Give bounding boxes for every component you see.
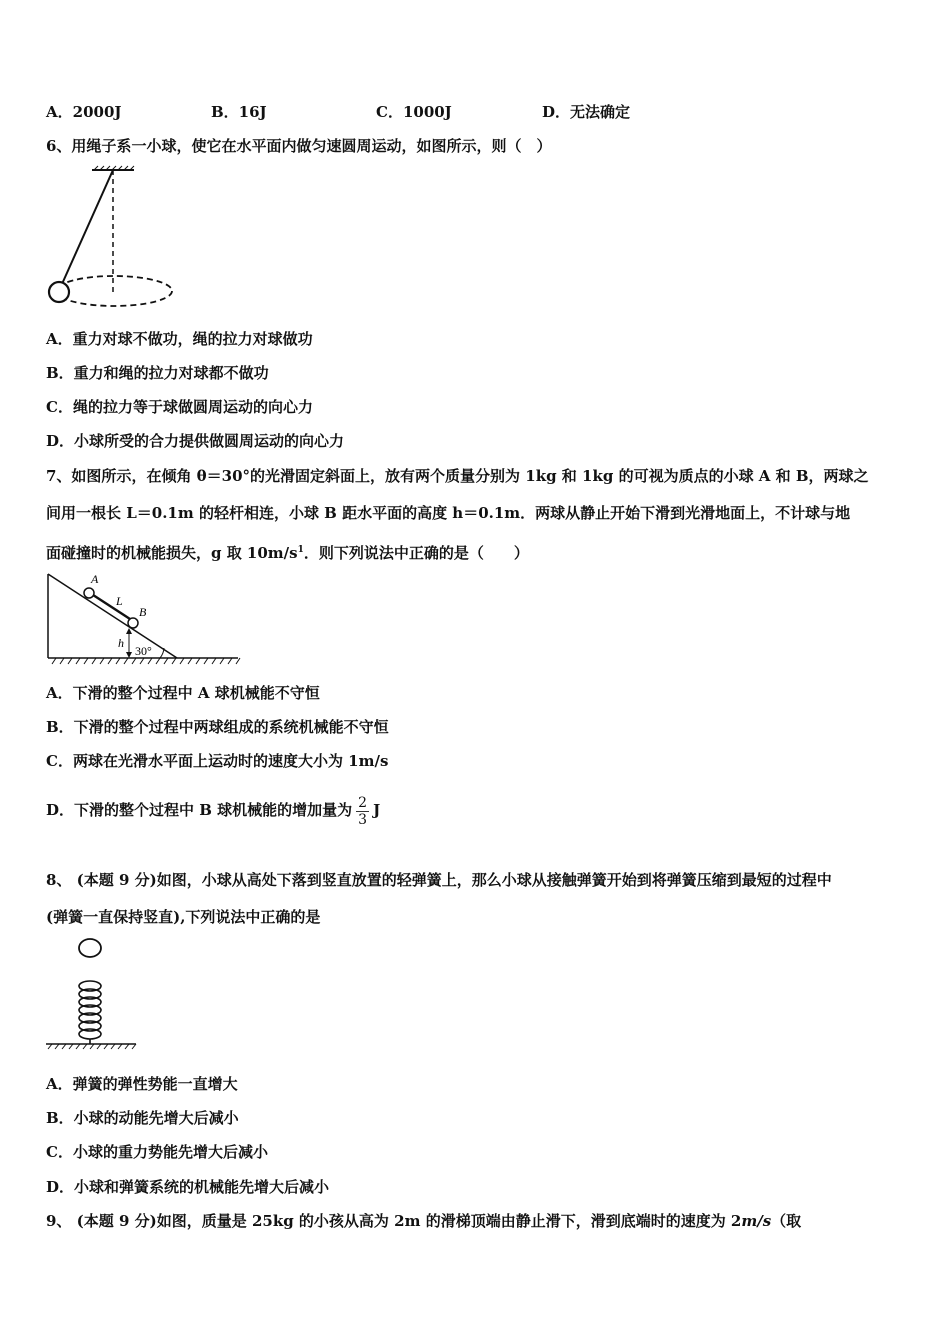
spring-figure: [44, 934, 139, 1054]
fraction-denominator: 3: [358, 811, 368, 828]
q7-stem-line1: 7、如图所示，在倾角 θ＝30°的光滑固定斜面上，放有两个质量分别为 1kg 和 1kg 的可视为质点的小球 A 和 B，两球之: [46, 467, 869, 485]
q5-option-d: D．无法确定: [542, 103, 631, 121]
label-h: h: [118, 636, 124, 650]
q8-option-a: A．弹簧的弹性势能一直增大: [46, 1075, 238, 1093]
q7-option-a: A．下滑的整个过程中 A 球机械能不守恒: [46, 684, 320, 702]
q8-stem-line2: (弹簧一直保持竖直),下列说法中正确的是: [46, 908, 321, 926]
q8-option-b: B．小球的动能先增大后减小: [46, 1109, 239, 1127]
q5-option-a: A．2000J: [46, 103, 122, 121]
q8-option-c: C．小球的重力势能先增大后减小: [46, 1143, 268, 1161]
q5-option-b: B．16J: [211, 103, 267, 121]
q8-option-d: D．小球和弹簧系统的机械能先增大后减小: [46, 1178, 330, 1196]
label-l: L: [116, 594, 123, 608]
label-b: B: [139, 605, 147, 619]
q7-option-c: C．两球在光滑水平面上运动时的速度大小为 1m/s: [46, 752, 389, 770]
q7-option-d-text: D．下滑的整个过程中 B 球机械能的增加量为: [46, 801, 353, 819]
q7-option-d-unit: J: [373, 801, 381, 819]
q7-stem-exponent: 1: [297, 545, 304, 555]
q9-stem-unit: m/s: [741, 1212, 772, 1230]
conical-pendulum-figure: [44, 166, 179, 311]
q7-option-d: [46, 792, 380, 828]
q7-stem-line3: [46, 540, 529, 563]
q6-option-c: C．绳的拉力等于球做圆周运动的向心力: [46, 398, 313, 416]
label-a: A: [91, 572, 99, 586]
q7-stem-line2: 间用一根长 L＝0.1m 的轻杆相连，小球 B 距水平面的高度 h＝0.1m．两球从静止开始下滑到光滑地面上，不计球与地: [46, 504, 851, 522]
q9-stem-a: 9、 (本题 9 分)如图，质量是 25kg 的小孩从高为 2m 的滑梯顶端由静止滑下，滑到底端时的速度为 2: [46, 1212, 742, 1230]
q7-stem-line3-a: 面碰撞时的机械能损失，g 取 10m/s: [46, 544, 298, 562]
q5-option-c: C．1000J: [376, 103, 452, 121]
q6-option-d: D．小球所受的合力提供做圆周运动的向心力: [46, 432, 345, 450]
q7-stem-line3-b: ．则下列说法中正确的是（ ）: [303, 544, 529, 562]
q8-stem-line1: 8、 (本题 9 分)如图，小球从高处下落到竖直放置的轻弹簧上，那么小球从接触弹簧开始到将弹簧压缩到最短的过程中: [46, 871, 832, 889]
q6-option-b: B．重力和绳的拉力对球都不做功: [46, 364, 269, 382]
q9-stem: [46, 1211, 801, 1231]
q6-option-a: A．重力对球不做功，绳的拉力对球做功: [46, 330, 313, 348]
q7-option-b: B．下滑的整个过程中两球组成的系统机械能不守恒: [46, 718, 389, 736]
fraction: [356, 795, 369, 828]
q9-stem-b: （取: [771, 1212, 802, 1230]
label-angle: 30°: [135, 644, 152, 658]
incline-figure: [44, 570, 244, 670]
fraction-numerator: 2: [358, 794, 368, 811]
q6-stem: 6、用绳子系一小球，使它在水平面内做匀速圆周运动，如图所示，则（ ）: [46, 137, 552, 155]
